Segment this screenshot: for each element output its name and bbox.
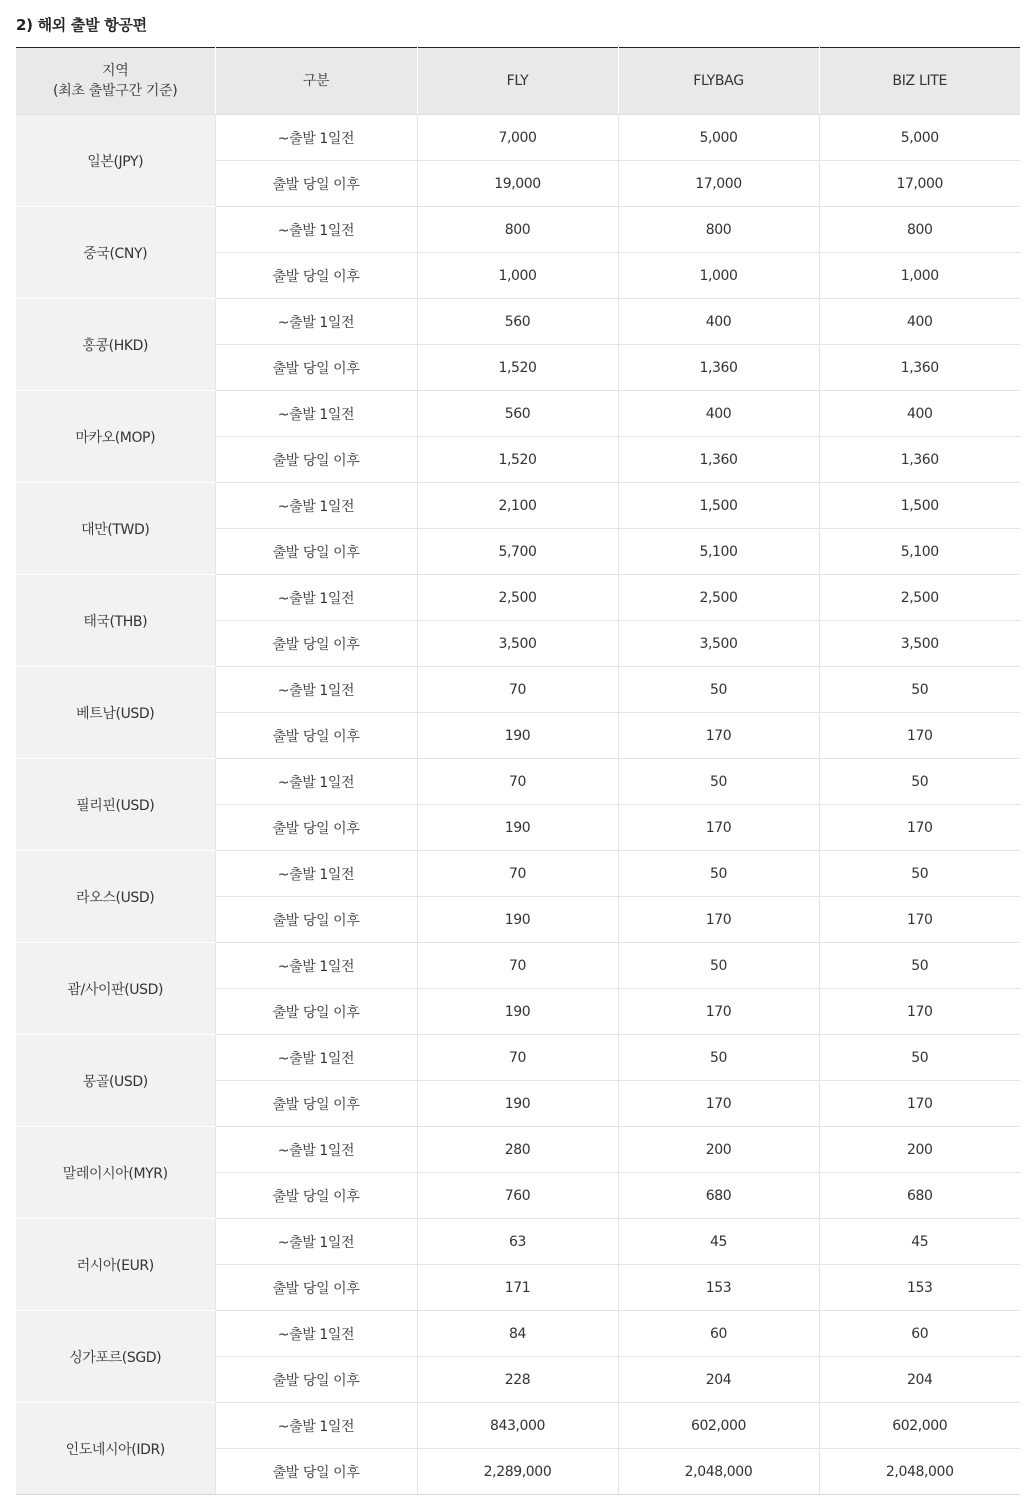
table-row <box>16 759 1020 805</box>
fly-fee-cell: 190 <box>417 897 618 943</box>
bizlite-fee-cell: 1,360 <box>819 437 1020 483</box>
fee-type-cell: 출발 당일 이후 <box>215 713 417 759</box>
region-cell: 태국(THB) <box>16 575 215 667</box>
fee-type-cell: ~출발 1일전 <box>215 115 417 161</box>
bizlite-fee-cell: 5,000 <box>819 115 1020 161</box>
flybag-fee-cell: 45 <box>618 1219 819 1265</box>
header-region <box>16 48 215 115</box>
bizlite-fee-cell: 602,000 <box>819 1403 1020 1449</box>
bizlite-fee-cell: 17,000 <box>819 161 1020 207</box>
fee-type-cell: 출발 당일 이후 <box>215 253 417 299</box>
fly-fee-cell: 70 <box>417 851 618 897</box>
fee-type-cell: 출발 당일 이후 <box>215 989 417 1035</box>
flybag-fee-cell: 1,360 <box>618 345 819 391</box>
bizlite-fee-cell: 170 <box>819 713 1020 759</box>
fly-fee-cell: 1,520 <box>417 345 618 391</box>
bizlite-fee-cell: 800 <box>819 207 1020 253</box>
bizlite-fee-cell: 1,500 <box>819 483 1020 529</box>
fly-fee-cell: 190 <box>417 713 618 759</box>
table-body <box>16 115 1020 1495</box>
header-row <box>16 48 1020 115</box>
table-row <box>16 667 1020 713</box>
fly-fee-cell: 190 <box>417 989 618 1035</box>
fly-fee-cell: 228 <box>417 1357 618 1403</box>
fee-type-cell: 출발 당일 이후 <box>215 1265 417 1311</box>
fee-type-cell: ~출발 1일전 <box>215 1035 417 1081</box>
region-cell: 몽골(USD) <box>16 1035 215 1127</box>
fee-type-cell: ~출발 1일전 <box>215 1403 417 1449</box>
table-row <box>16 207 1020 253</box>
bizlite-fee-cell: 50 <box>819 943 1020 989</box>
fee-type-cell: 출발 당일 이후 <box>215 1449 417 1495</box>
region-cell: 싱가포르(SGD) <box>16 1311 215 1403</box>
flybag-fee-cell: 1,500 <box>618 483 819 529</box>
region-cell: 인도네시아(IDR) <box>16 1403 215 1495</box>
table-row <box>16 1219 1020 1265</box>
fee-type-cell: 출발 당일 이후 <box>215 437 417 483</box>
bizlite-fee-cell: 1,000 <box>819 253 1020 299</box>
flybag-fee-cell: 153 <box>618 1265 819 1311</box>
fee-type-cell: 출발 당일 이후 <box>215 1357 417 1403</box>
bizlite-fee-cell: 5,100 <box>819 529 1020 575</box>
section-title: 2) 해외 출발 항공편 <box>16 16 147 34</box>
fee-type-cell: 출발 당일 이후 <box>215 805 417 851</box>
header-region-label: 지역 <box>102 63 129 79</box>
flybag-fee-cell: 170 <box>618 1081 819 1127</box>
region-cell: 대만(TWD) <box>16 483 215 575</box>
fee-type-cell: 출발 당일 이후 <box>215 897 417 943</box>
bizlite-fee-cell: 170 <box>819 805 1020 851</box>
header-region-note: (최초 출발구간 기준) <box>53 83 178 99</box>
fee-type-cell: ~출발 1일전 <box>215 391 417 437</box>
bizlite-fee-cell: 50 <box>819 667 1020 713</box>
fly-fee-cell: 190 <box>417 1081 618 1127</box>
bizlite-fee-cell: 170 <box>819 1081 1020 1127</box>
table-row <box>16 299 1020 345</box>
flybag-fee-cell: 50 <box>618 759 819 805</box>
bizlite-fee-cell: 50 <box>819 759 1020 805</box>
region-cell: 중국(CNY) <box>16 207 215 299</box>
fly-fee-cell: 190 <box>417 805 618 851</box>
header-bizlite: BIZ LITE <box>819 48 1020 115</box>
flybag-fee-cell: 50 <box>618 1035 819 1081</box>
flybag-fee-cell: 200 <box>618 1127 819 1173</box>
fee-type-cell: 출발 당일 이후 <box>215 621 417 667</box>
flybag-fee-cell: 400 <box>618 299 819 345</box>
flybag-fee-cell: 17,000 <box>618 161 819 207</box>
table-header <box>16 48 1020 115</box>
fly-fee-cell: 171 <box>417 1265 618 1311</box>
flybag-fee-cell: 3,500 <box>618 621 819 667</box>
table-row <box>16 391 1020 437</box>
bizlite-fee-cell: 2,048,000 <box>819 1449 1020 1495</box>
table-row <box>16 943 1020 989</box>
region-cell: 마카오(MOP) <box>16 391 215 483</box>
region-cell: 괌/사이판(USD) <box>16 943 215 1035</box>
bizlite-fee-cell: 153 <box>819 1265 1020 1311</box>
fly-fee-cell: 63 <box>417 1219 618 1265</box>
flybag-fee-cell: 5,000 <box>618 115 819 161</box>
region-cell: 일본(JPY) <box>16 115 215 207</box>
fee-table <box>16 47 1020 1495</box>
region-cell: 말레이시아(MYR) <box>16 1127 215 1219</box>
bizlite-fee-cell: 400 <box>819 299 1020 345</box>
fly-fee-cell: 2,100 <box>417 483 618 529</box>
fly-fee-cell: 560 <box>417 299 618 345</box>
fee-type-cell: ~출발 1일전 <box>215 667 417 713</box>
header-type: 구분 <box>215 48 417 115</box>
table-row <box>16 575 1020 621</box>
fly-fee-cell: 70 <box>417 667 618 713</box>
table-row <box>16 1311 1020 1357</box>
fee-type-cell: 출발 당일 이후 <box>215 529 417 575</box>
fly-fee-cell: 1,520 <box>417 437 618 483</box>
table-row <box>16 1127 1020 1173</box>
flybag-fee-cell: 170 <box>618 713 819 759</box>
fee-type-cell: ~출발 1일전 <box>215 1127 417 1173</box>
fly-fee-cell: 19,000 <box>417 161 618 207</box>
region-cell: 라오스(USD) <box>16 851 215 943</box>
region-cell: 홍콩(HKD) <box>16 299 215 391</box>
fly-fee-cell: 1,000 <box>417 253 618 299</box>
flybag-fee-cell: 680 <box>618 1173 819 1219</box>
flybag-fee-cell: 170 <box>618 805 819 851</box>
flybag-fee-cell: 50 <box>618 943 819 989</box>
flybag-fee-cell: 1,360 <box>618 437 819 483</box>
fee-type-cell: ~출발 1일전 <box>215 943 417 989</box>
fly-fee-cell: 843,000 <box>417 1403 618 1449</box>
fee-type-cell: ~출발 1일전 <box>215 483 417 529</box>
flybag-fee-cell: 5,100 <box>618 529 819 575</box>
region-cell: 베트남(USD) <box>16 667 215 759</box>
flybag-fee-cell: 800 <box>618 207 819 253</box>
fly-fee-cell: 760 <box>417 1173 618 1219</box>
flybag-fee-cell: 170 <box>618 989 819 1035</box>
fly-fee-cell: 84 <box>417 1311 618 1357</box>
fly-fee-cell: 800 <box>417 207 618 253</box>
fee-type-cell: 출발 당일 이후 <box>215 345 417 391</box>
fly-fee-cell: 70 <box>417 1035 618 1081</box>
flybag-fee-cell: 204 <box>618 1357 819 1403</box>
fly-fee-cell: 5,700 <box>417 529 618 575</box>
flybag-fee-cell: 50 <box>618 851 819 897</box>
bizlite-fee-cell: 170 <box>819 897 1020 943</box>
fly-fee-cell: 560 <box>417 391 618 437</box>
bizlite-fee-cell: 60 <box>819 1311 1020 1357</box>
fly-fee-cell: 3,500 <box>417 621 618 667</box>
bizlite-fee-cell: 200 <box>819 1127 1020 1173</box>
flybag-fee-cell: 50 <box>618 667 819 713</box>
bizlite-fee-cell: 3,500 <box>819 621 1020 667</box>
fee-type-cell: 출발 당일 이후 <box>215 1081 417 1127</box>
fly-fee-cell: 70 <box>417 943 618 989</box>
fee-type-cell: 출발 당일 이후 <box>215 1173 417 1219</box>
bizlite-fee-cell: 50 <box>819 1035 1020 1081</box>
bizlite-fee-cell: 2,500 <box>819 575 1020 621</box>
fee-type-cell: ~출발 1일전 <box>215 299 417 345</box>
region-cell: 러시아(EUR) <box>16 1219 215 1311</box>
bizlite-fee-cell: 45 <box>819 1219 1020 1265</box>
bizlite-fee-cell: 680 <box>819 1173 1020 1219</box>
flybag-fee-cell: 602,000 <box>618 1403 819 1449</box>
flybag-fee-cell: 1,000 <box>618 253 819 299</box>
flybag-fee-cell: 400 <box>618 391 819 437</box>
fee-type-cell: 출발 당일 이후 <box>215 161 417 207</box>
region-cell: 필리핀(USD) <box>16 759 215 851</box>
fee-type-cell: ~출발 1일전 <box>215 207 417 253</box>
fee-type-cell: ~출발 1일전 <box>215 1219 417 1265</box>
fee-type-cell: ~출발 1일전 <box>215 1311 417 1357</box>
flybag-fee-cell: 60 <box>618 1311 819 1357</box>
bizlite-fee-cell: 1,360 <box>819 345 1020 391</box>
table-row <box>16 115 1020 161</box>
table-row <box>16 1035 1020 1081</box>
bizlite-fee-cell: 400 <box>819 391 1020 437</box>
fly-fee-cell: 2,289,000 <box>417 1449 618 1495</box>
header-fly: FLY <box>417 48 618 115</box>
fee-type-cell: ~출발 1일전 <box>215 851 417 897</box>
fly-fee-cell: 2,500 <box>417 575 618 621</box>
fly-fee-cell: 70 <box>417 759 618 805</box>
flybag-fee-cell: 2,500 <box>618 575 819 621</box>
fly-fee-cell: 280 <box>417 1127 618 1173</box>
bizlite-fee-cell: 204 <box>819 1357 1020 1403</box>
fee-type-cell: ~출발 1일전 <box>215 575 417 621</box>
flybag-fee-cell: 170 <box>618 897 819 943</box>
bizlite-fee-cell: 170 <box>819 989 1020 1035</box>
table-row <box>16 851 1020 897</box>
bizlite-fee-cell: 50 <box>819 851 1020 897</box>
fee-type-cell: ~출발 1일전 <box>215 759 417 805</box>
header-flybag: FLYBAG <box>618 48 819 115</box>
fly-fee-cell: 7,000 <box>417 115 618 161</box>
flybag-fee-cell: 2,048,000 <box>618 1449 819 1495</box>
table-row <box>16 483 1020 529</box>
table-row <box>16 1403 1020 1449</box>
